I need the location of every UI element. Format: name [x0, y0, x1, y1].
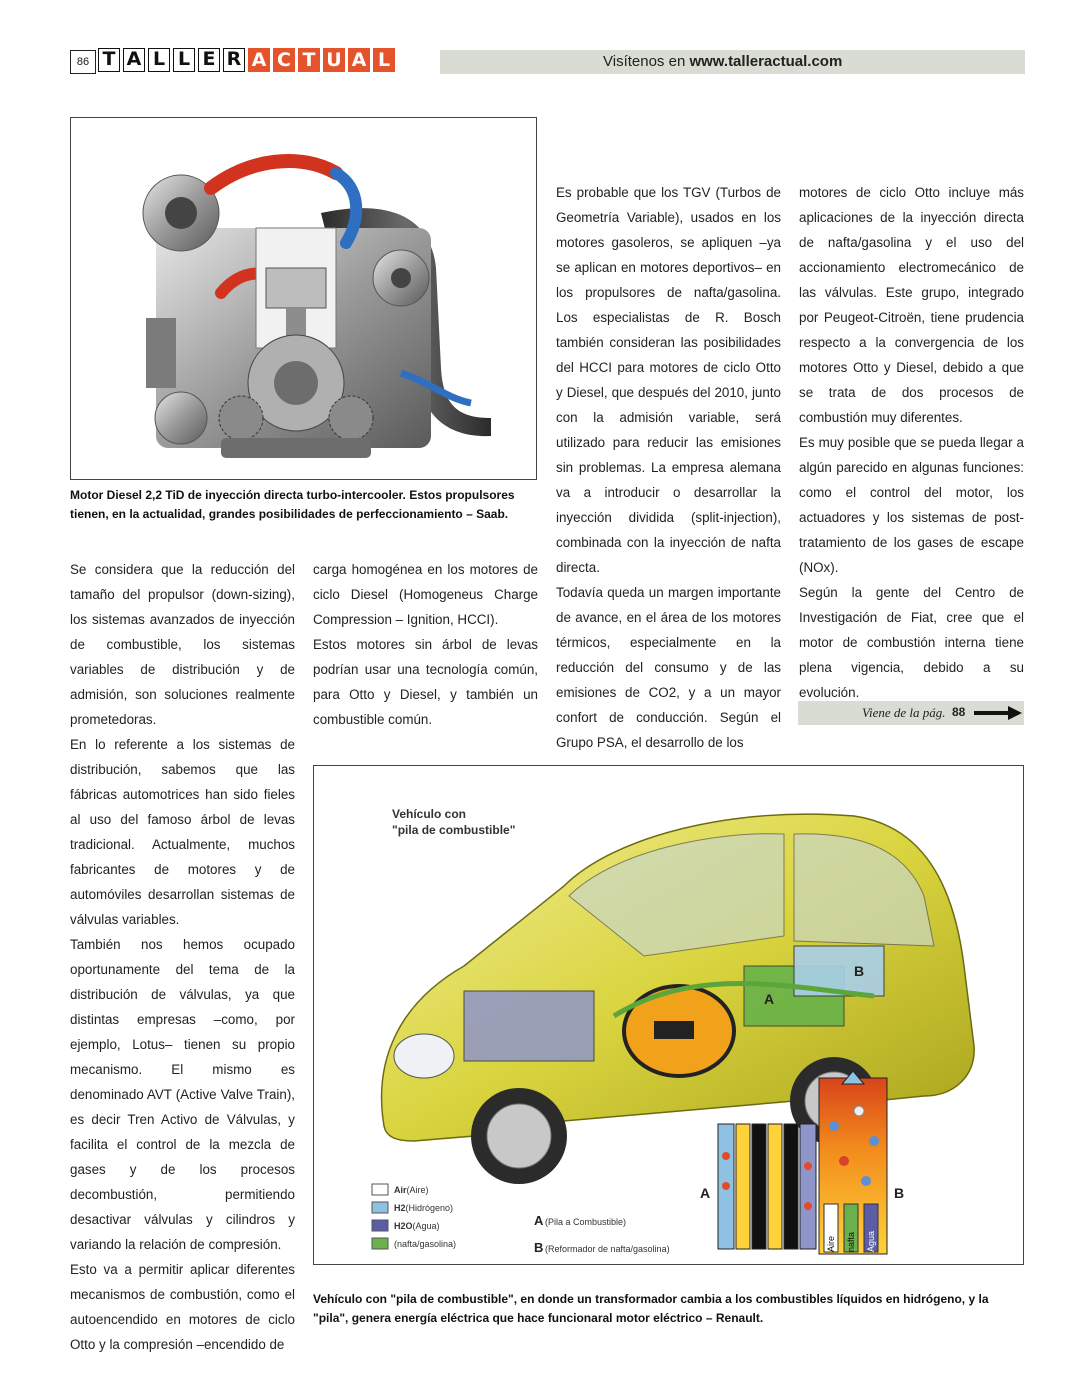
key-b-letter: B — [534, 1240, 544, 1255]
logo-letter: L — [173, 48, 195, 72]
stack-input-label: Aire — [826, 1235, 836, 1252]
legend-swatch — [372, 1238, 388, 1249]
stack-input-label: Agua — [866, 1230, 876, 1252]
legend-swatch — [372, 1184, 388, 1195]
magazine-logo — [98, 48, 395, 72]
logo-letter: L — [148, 48, 170, 72]
text-column-1 — [70, 557, 295, 1357]
continued-text: Viene de la pág. — [862, 705, 946, 720]
figure-title-line2: "pila de combustible" — [392, 823, 516, 837]
engine-illustration — [71, 118, 536, 479]
logo-letter: T — [98, 48, 120, 72]
fuel-cell-stack-diagram — [718, 1124, 816, 1249]
logo-letter: A — [248, 48, 270, 72]
continued-from-banner[interactable] — [798, 701, 1024, 725]
svg-text:H2O(Agua) — [394, 1221, 440, 1231]
engine-cutaway-image — [70, 117, 537, 480]
legend-code: H2O — [394, 1221, 413, 1231]
engine-figure-caption: Motor Diesel 2,2 TiD de inyección directa turbo-intercooler. Estos propulsores tienen, en la actualidad, grandes posibilidades de perfeccionamiento – Saab. — [70, 488, 515, 521]
logo-letter: L — [373, 48, 395, 72]
paragraph: Según la gente del Centro de Investigación de Fiat, cree que el motor de combustión interna tiene plena vigencia, debido a su evolución. — [799, 585, 1024, 700]
logo-letter: E — [198, 48, 220, 72]
paragraph: En lo referente a los sistemas de distribución, sabemos que las fábricas automotrices han sido fieles al uso del famoso árbol de levas tradicional. Actualmente, muchos fabricantes de motores y de automóviles desarrollan sistemas de válvulas variables. — [70, 737, 295, 927]
paragraph: Se considera que la reducción del tamaño del propulsor (down-sizing), los sistemas avanzados de inyección de combustible, los sistemas variables de distribución y de admisión, son soluciones realmente prometedoras. — [70, 562, 295, 727]
paragraph: carga homogénea en los motores de ciclo Diesel (Homogeneus Charge Compression – Ignition, HCCI). — [313, 562, 538, 627]
page-header — [70, 48, 1025, 74]
paragraph: También nos hemos ocupado oportunamente del tema de la distribución de válvulas, ya que distintas empresas –como, por ejemplo, Lotus– tienen su propio mecanismo. El mismo es denominado AVT (Active Valve Train), es decir Tren Activo de Válvulas, y facilita el control de la mezcla de gases y de los procesos decombustión, permitiendo desactivar válvulas y cilindros y variando la relación de compresión. — [70, 937, 295, 1252]
page-number: 86 — [70, 50, 96, 74]
fuel-cell-vehicle-image — [313, 765, 1024, 1265]
legend-text: (nafta/gasolina) — [394, 1239, 457, 1249]
logo-letter: R — [223, 48, 245, 72]
logo-letter: C — [273, 48, 295, 72]
key-a-letter: A — [534, 1213, 544, 1228]
text-column-3 — [556, 180, 781, 755]
legend-text: (Agua) — [412, 1221, 440, 1231]
paragraph: Esto va a permitir aplicar diferentes mecanismos de combustión, como el autoencendido en motores de ciclo Otto y la compresión –encendido de — [70, 1262, 295, 1352]
logo-letter: T — [298, 48, 320, 72]
figure-title-line1: Vehículo con — [392, 807, 467, 821]
legend-code: Air — [394, 1185, 407, 1195]
text-column-4 — [799, 180, 1024, 705]
paragraph: Todavía queda un margen importante de avance, en el área de los motores térmicos, especialmente en la reducción del consumo y de las emisiones de CO2, y a un mayor confort de conducción. Según el Grupo PSA, el desarrollo de los — [556, 585, 781, 750]
paragraph: motores de ciclo Otto incluye más aplicaciones de la inyección directa de nafta/gasolina y el uso del accionamiento electromecánico de las válvulas. Este grupo, integrado por Peugeot-Citroën, tiene prudencia respecto a la convergencia de los motores Otto y Diesel, debido a que se trata de dos procesos de combustión muy diferentes. — [799, 185, 1024, 425]
car-label-b: B — [854, 963, 865, 979]
continued-page: 88 — [952, 705, 966, 719]
legend-text: (Aire) — [406, 1185, 429, 1195]
car-label-a: A — [764, 991, 775, 1007]
stack-b-label: B — [894, 1185, 905, 1201]
key-b-text: (Reformador de nafta/gasolina) — [545, 1244, 670, 1254]
key-a-text: (Pila a Combustible) — [545, 1217, 627, 1227]
paragraph: Es probable que los TGV (Turbos de Geometría Variable), usados en los motores gasoleros, se apliquen –ya se aplican en motores deportivos– en los propulsores de nafta/gasolina. Los especialistas de R. Bosch también consideran las posibilidades del HCCI para motores de ciclo Otto y Diesel, que después del 2010, junto con la admisión variable, será utilizado para reducir las emisiones sin problemas. La empresa alemana va a introducir o desarrollar la inyección dividida (split-injection), combinada con la inyección de nafta directa. — [556, 185, 781, 575]
arrow-right-icon — [974, 706, 1022, 720]
logo-letter: A — [348, 48, 370, 72]
website-link[interactable]: www.talleractual.com — [689, 53, 843, 70]
text-column-2 — [313, 557, 538, 732]
legend-swatch — [372, 1202, 388, 1213]
svg-text:Air(Aire) — [394, 1185, 429, 1195]
stack-input-label: nafta — [846, 1231, 856, 1252]
legend-code: H2 — [394, 1203, 406, 1213]
logo-letter: A — [123, 48, 145, 72]
legend-text: (Hidrógeno) — [405, 1203, 454, 1213]
reformer-diagram — [819, 1071, 887, 1254]
website-banner — [440, 50, 1025, 74]
stack-a-label: A — [700, 1185, 711, 1201]
vehicle-figure-caption: Vehículo con "pila de combustible", en donde un transformador cambia a los combustibles líquidos en hidrógeno, y la "pila", genera energía eléctrica que hace funcionaral motor eléctrico – Renault. — [313, 1292, 989, 1325]
svg-text:H2(Hidrógeno) — [394, 1203, 453, 1213]
paragraph: Estos motores sin árbol de levas podrían usar una tecnología común, para Otto y Diesel, y también un combustible común. — [313, 637, 538, 727]
visit-text: Visítenos en — [603, 53, 690, 70]
fuel-cell-car-illustration — [314, 766, 1023, 1264]
paragraph: Es muy posible que se pueda llegar a algún parecido en algunas funciones: como el control del motor, los actuadores y los sistemas de post-tratamiento de los gases de escape (NOx). — [799, 435, 1024, 575]
legend-swatch — [372, 1220, 388, 1231]
logo-letter: U — [323, 48, 345, 72]
